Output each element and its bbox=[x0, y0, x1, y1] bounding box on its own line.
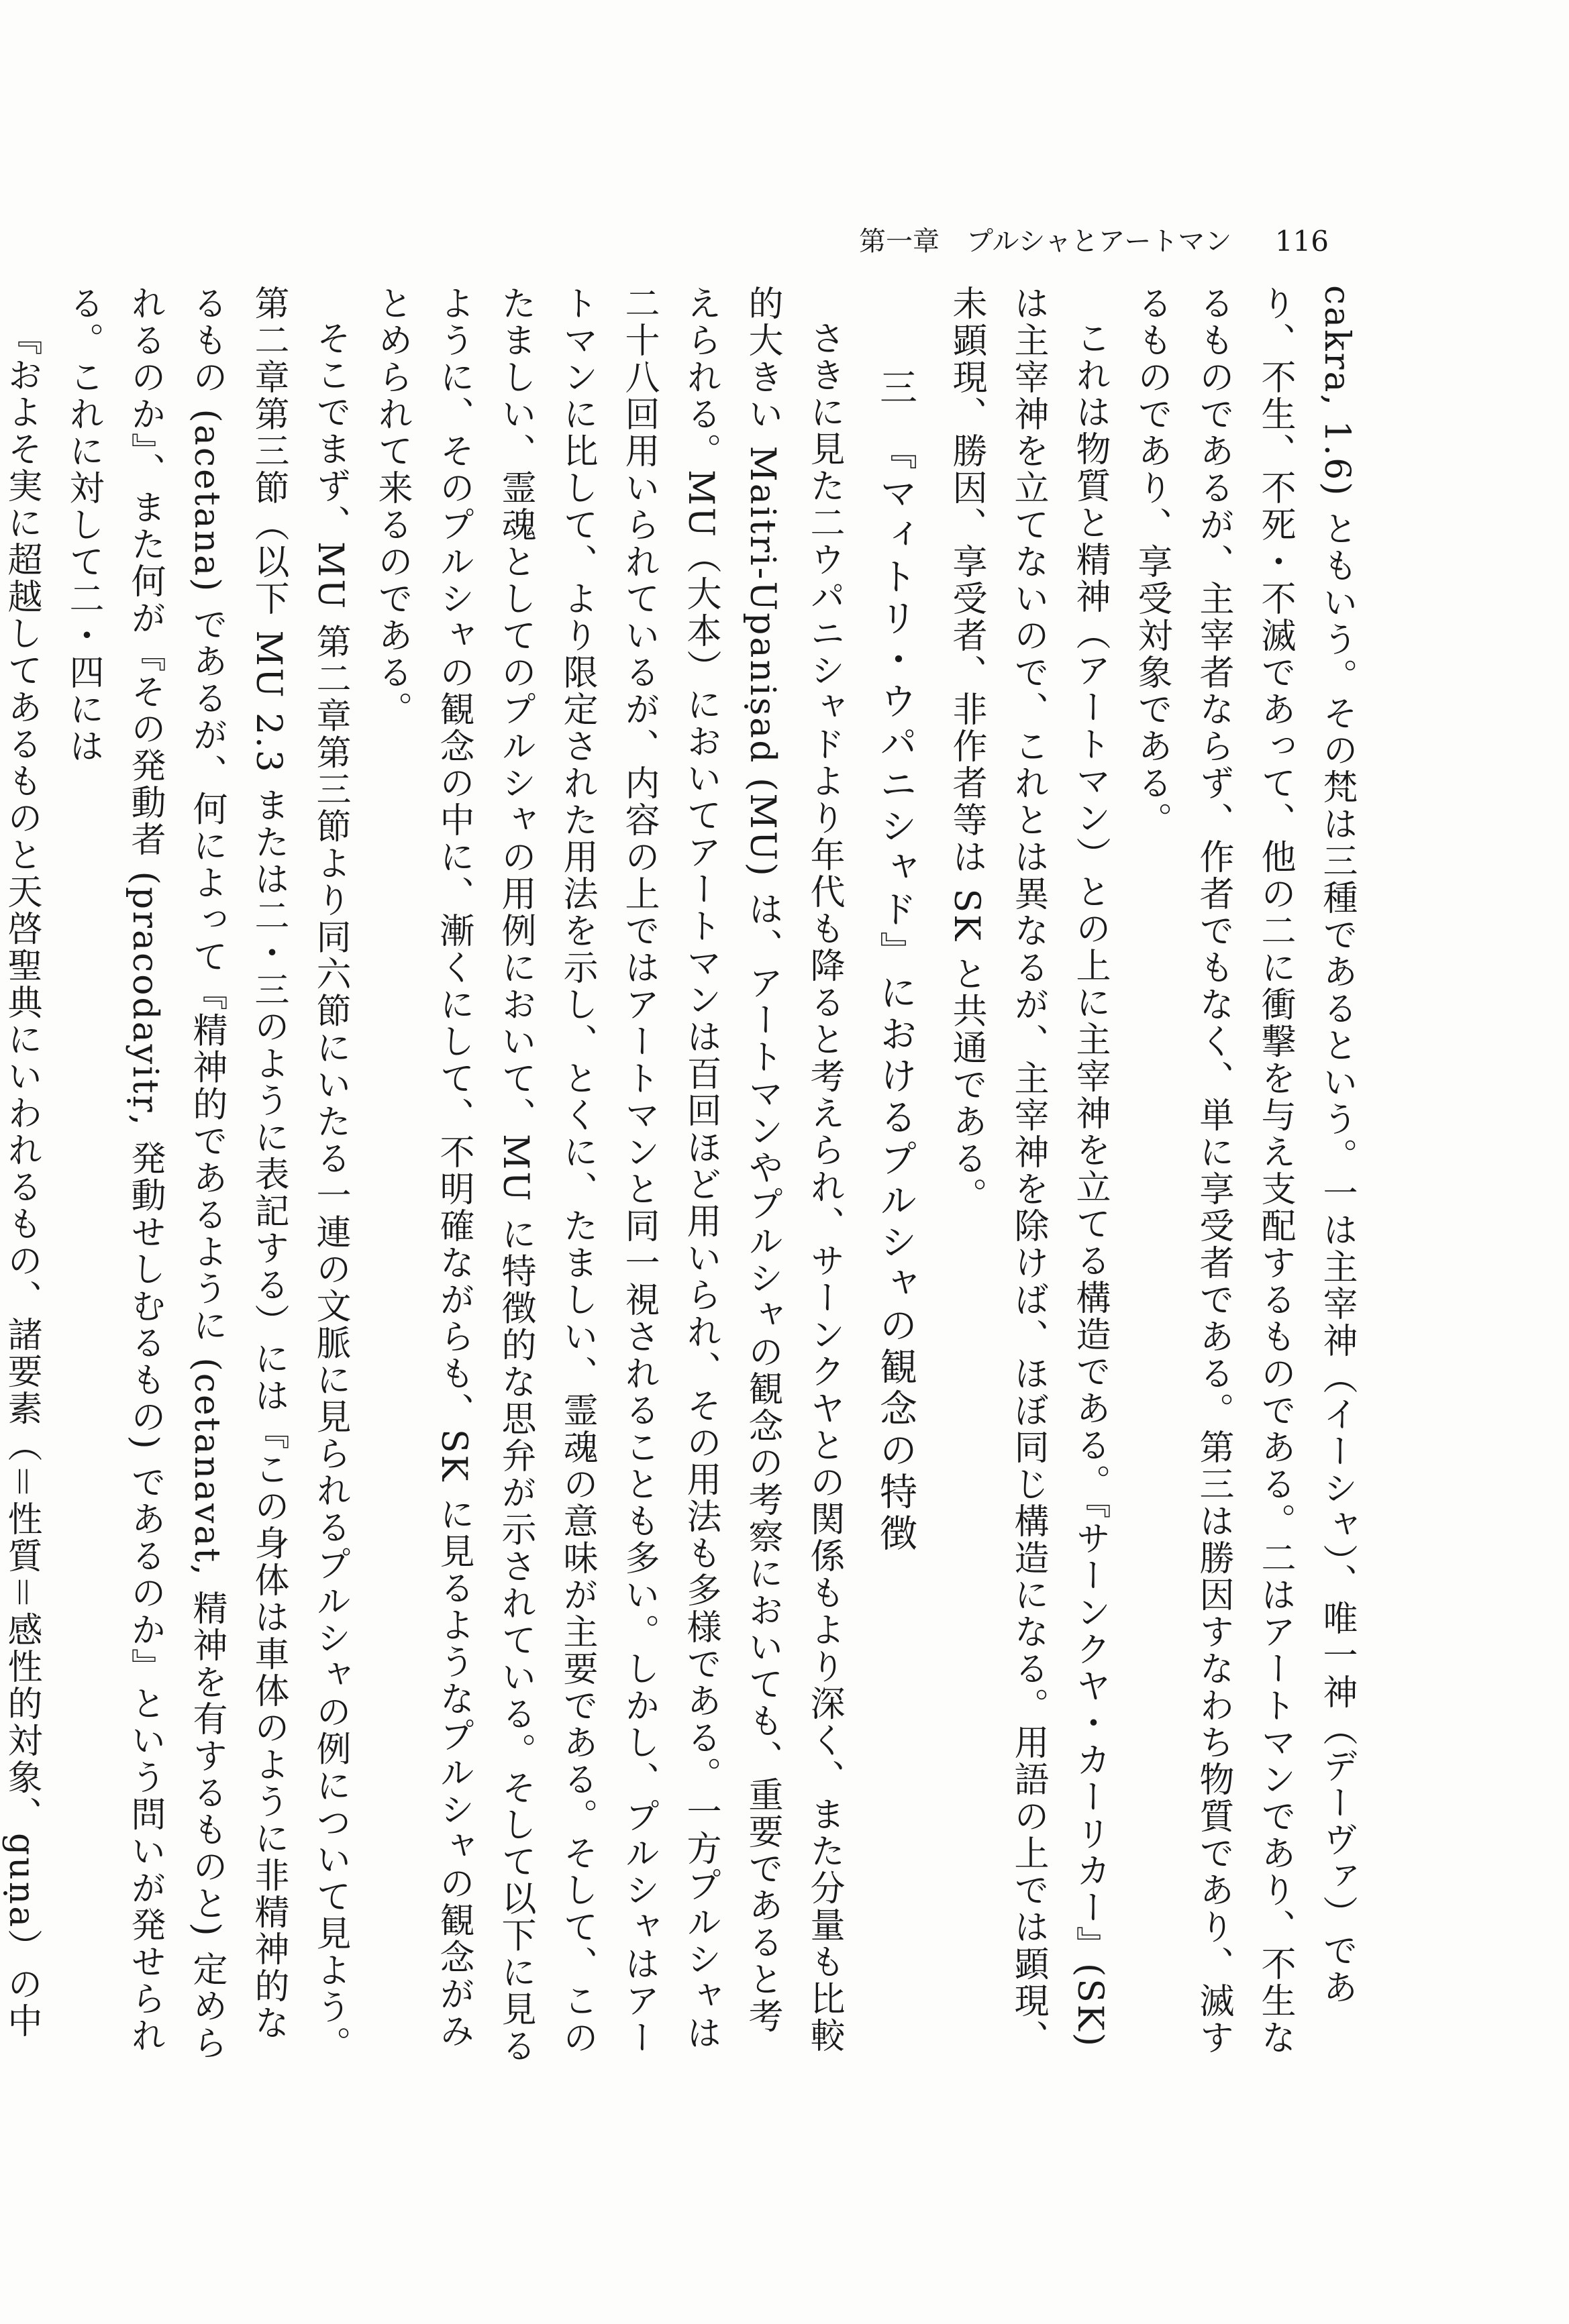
paragraph-continuation: cakra, 1.6) ともいう。その梵は三種であるという。一は主宰神（イーシャ）、唯一神（デーヴァ）であり、不生、不死・不滅であって、他の二に衝撃を与え支配するものである。二はアートマンであり、不生なるものであるが、主宰者ならず、作者でもなく、単に享受者である。第三は勝因すなわち物質であり、滅するものであり、享受対象である。 bbox=[1131, 285, 1357, 2056]
section-heading: 三 『マィトリ・ウパニシャド』におけるプルシャの観念の特徴 bbox=[874, 368, 917, 1556]
vertical-body-text bbox=[1, 285, 1368, 2070]
paragraph-mu-2-3: そこでまず、MU 第二章第三節より同六節にいたる一連の文脈に見られるプルシャの例について見よう。第二章第三節（以下 MU 2.3 または二・三のように表記する）には『この身体は車体のように非精神的なるもの (acetana) であるが、何によって『精神的であるように (cetanavat, 精神を有するものと) 定められるのか』、また何が『その発動者 (pracodayitṛ, 発動せしむるもの) であるのか』という問いが発せられる。これに対して二・四には bbox=[63, 285, 350, 2063]
paragraph-structure: これは物質と精神（アートマン）との上に主宰神を立てる構造である。『サーンクヤ・カーリカー』(SK) は主宰神を立てないので、これとは異なるが、主宰神を除けば、ほぼ同じ構造になる。用語の上では顕現、未顕現、勝因、享受者、非作者等は SK と共通である。 bbox=[946, 285, 1110, 2056]
running-head bbox=[859, 221, 1329, 262]
paragraph-quotation-start: 『およそ実に超越してあるものと天啓聖典にいわれるもの、諸要素（＝性質＝感性的対象、guṇa）の中 bbox=[1, 320, 42, 2040]
paragraph-maitri-intro: さきに見た二ウパニシャドより年代も降ると考えられ、サーンクヤとの関係もより深く、また分量も比較的大きい Maitri-Upaniṣad (MU) は、アートマンやプルシャの観念の考察においても、重要であると考えられる。MU（大本）においてアートマンは百回ほど用いられ、その用法も多様である。一方プルシャは二十八回用いられているが、内容の上ではアートマンと同一視されることも多い。しかし、プルシャはアートマンに比して、より限定された用法を示し、とくに、たましい、霊魂の意味が主要である。そして、このたましい、霊魂としてのプルシャの用例において、MU に特徴的な思弁が示されている。そして以下に見るように、そのプルシャの観念の中に、漸くにして、不明確ながらも、SK に見るようなプルシャの観念がみとめられて来るのである。 bbox=[372, 285, 844, 2065]
chapter-title: 第一章 プルシャとアートマン bbox=[859, 226, 1232, 257]
page-number: 116 bbox=[1274, 225, 1329, 258]
